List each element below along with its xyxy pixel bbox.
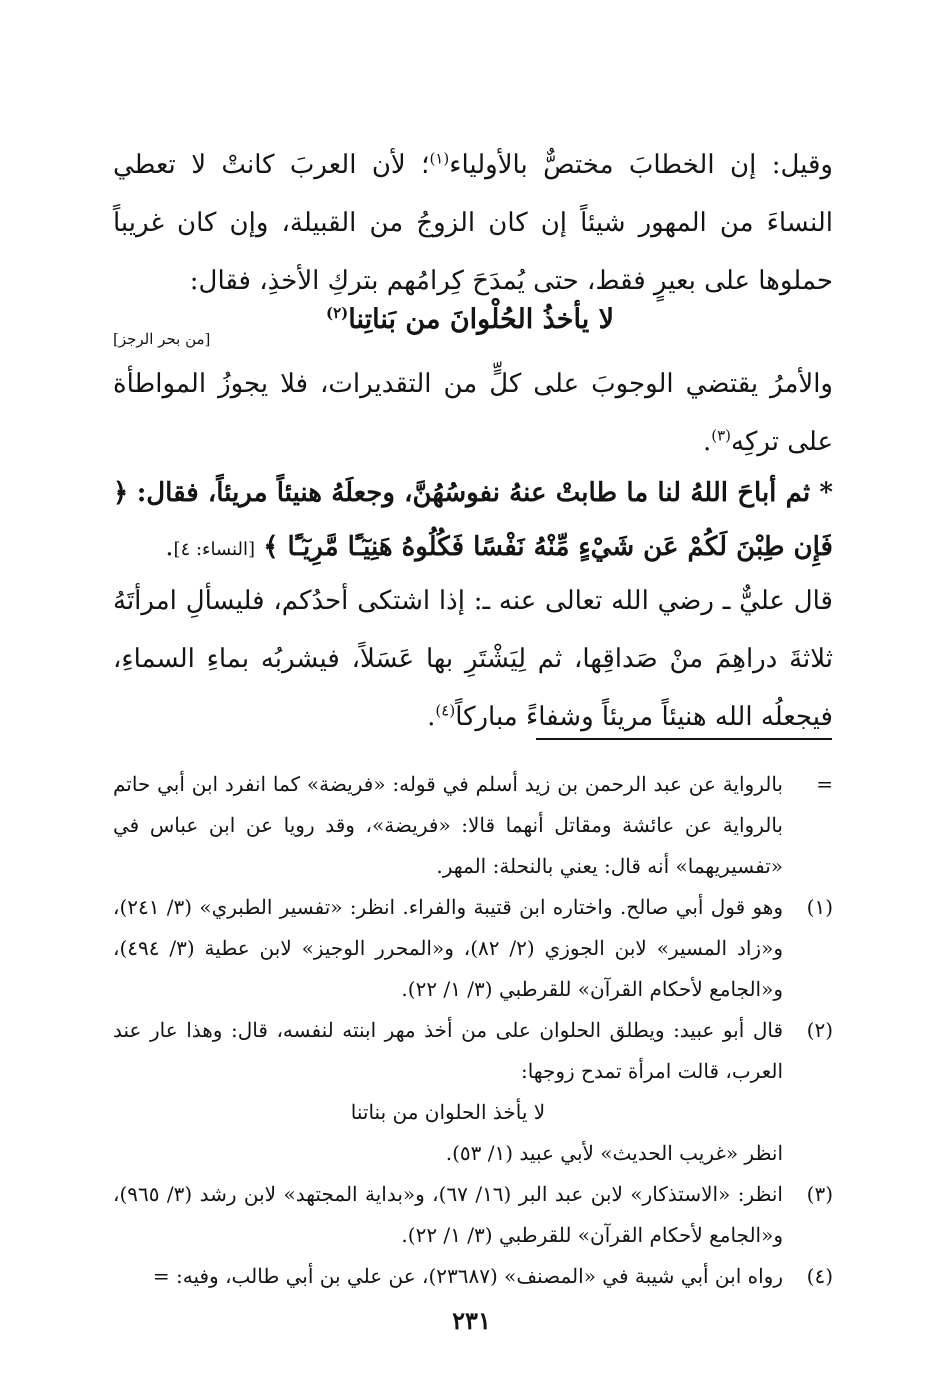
paragraph-4-end: . xyxy=(427,702,436,732)
page-number: ٢٣١ xyxy=(452,1306,491,1335)
quran-verse: ﴿ فَإِن طِبْنَ لَكُمْ عَن شَيْءٍ مِّنْهُ نَفْسًا فَكُلُوهُ هَنِيٓـًٔا مَّرِيٓـًٔا ﴾ xyxy=(113,478,833,562)
footnote-4 xyxy=(113,1256,833,1297)
footnote-2-source: انظر «غريب الحديث» لأبي عبيد (١/ ٥٣). xyxy=(445,1141,783,1165)
footnote-3-marker: (٣) xyxy=(806,1182,833,1206)
footnote-2 xyxy=(113,1010,833,1174)
poetry-verse xyxy=(110,300,830,340)
footnote-1-text: وهو قول أبي صالح. واختاره ابن قتيبة والفراء. انظر: «تفسير الطبري» (٣/ ٢٤١)، و«زاد المسير» لابن الجوزي (٢/ ٨٢)، و«المحرر الوجيز» لابن عطية (٣/ ٤٩٤)، و«الجامع لأحكام القرآن» للقرطبي (٣/ ١/ ٢٢). xyxy=(113,895,783,1001)
footnote-2-verse: لا يأخذ الحلوان من بناتنا xyxy=(350,1100,546,1124)
footnote-2-body xyxy=(113,1010,783,1174)
paragraph-2-text: والأمرُ يقتضي الوجوبَ على كلٍّ من التقديرات، فلا يجوزُ المواطأة على تركِه xyxy=(113,369,833,457)
paragraph-1-text-a: وقيل: إن الخطابَ مختصٌّ بالأولياء xyxy=(449,150,833,180)
paragraph-3 xyxy=(113,466,833,577)
footnote-1-marker: (١) xyxy=(806,895,833,919)
footnote-2-marker: (٢) xyxy=(806,1018,833,1042)
paragraph-1-text-b: ؛ لأن العربَ كانتْ لا تعطي النساءَ من المهور شيئاً إن كان الزوجُ من القبيلة، وإن كان غريباً حملوها على بعيرٍ فقط، حتى يُمدَحَ كِرامُهم بتركِ الأخذِ، فقال: xyxy=(113,150,833,296)
paragraph-4 xyxy=(113,572,833,746)
footnotes xyxy=(113,764,833,1297)
paragraph-3-end: . xyxy=(165,532,174,562)
footnote-3-text: انظر: «الاستذكار» لابن عبد البر (١٦/ ٦٧)، و«بداية المجتهد» لابن رشد (٣/ ٩٦٥)، و«الجامع لأحكام القرآن» للقرطبي (٣/ ١/ ٢٢). xyxy=(113,1182,783,1247)
footnote-ref-1[interactable]: (١) xyxy=(429,149,450,168)
footnote-3 xyxy=(113,1174,833,1256)
footnote-continuation xyxy=(113,764,833,887)
continuation-marker: = xyxy=(816,772,833,796)
quran-citation: [النساء: ٤] xyxy=(173,539,255,560)
footnote-ref-3[interactable]: (٣) xyxy=(711,426,732,445)
paragraph-2 xyxy=(113,355,833,471)
paragraph-3-bold-text: * ثم أباحَ اللهُ لنا ما طابتْ عنهُ نفوسُهُنَّ، وجعلَهُ هنيئاً مريئاً، فقال: xyxy=(136,478,834,508)
paragraph-2-end: . xyxy=(702,427,712,457)
footnote-1 xyxy=(113,887,833,1010)
continuation-text: بالرواية عن عبد الرحمن بن زيد أسلم في قوله: «فريضة» كما انفرد ابن أبي حاتم بالرواية عن عائشة ومقاتل أنهما قالا: «فريضة»، وقد رويا عن ابن عباس في «تفسيريهما» أنه قال: يعني بالنحلة: المهر. xyxy=(113,772,783,878)
footnote-ref-2[interactable]: (٢) xyxy=(325,304,349,322)
footnote-4-text: رواه ابن أبي شيبة في «المصنف» (٢٣٦٨٧)، عن علي بن أبي طالب، وفيه: = xyxy=(152,1264,783,1288)
footnote-4-marker: (٤) xyxy=(806,1264,833,1288)
footnote-2-text: قال أبو عبيد: ويطلق الحلوان على من أخذ مهر ابنته لنفسه، قال: وهذا عار عند العرب، قالت امرأة تمدح زوجها: xyxy=(113,1018,783,1083)
meter-tag: [من بحر الرجز] xyxy=(113,330,211,348)
footnote-ref-4[interactable]: (٤) xyxy=(435,701,456,720)
footnote-separator xyxy=(536,738,832,740)
paragraph-4-text: قال عليٌّ ـ رضي الله تعالى عنه ـ: إذا اشتكى أحدُكم، فليسألِ امرأتَهُ ثلاثةَ دراهِمَ منْ صَداقِها، ثم لِيَشْتَرِ بها عَسَلاً، فيشربُه بماءِ السماءِ، فيجعلُه الله هنيئاً مريئاً وشفاءً مباركاً xyxy=(113,586,833,732)
verse-text: لا يأخذُ الحُلْوانَ من بَناتِنا xyxy=(348,304,615,335)
